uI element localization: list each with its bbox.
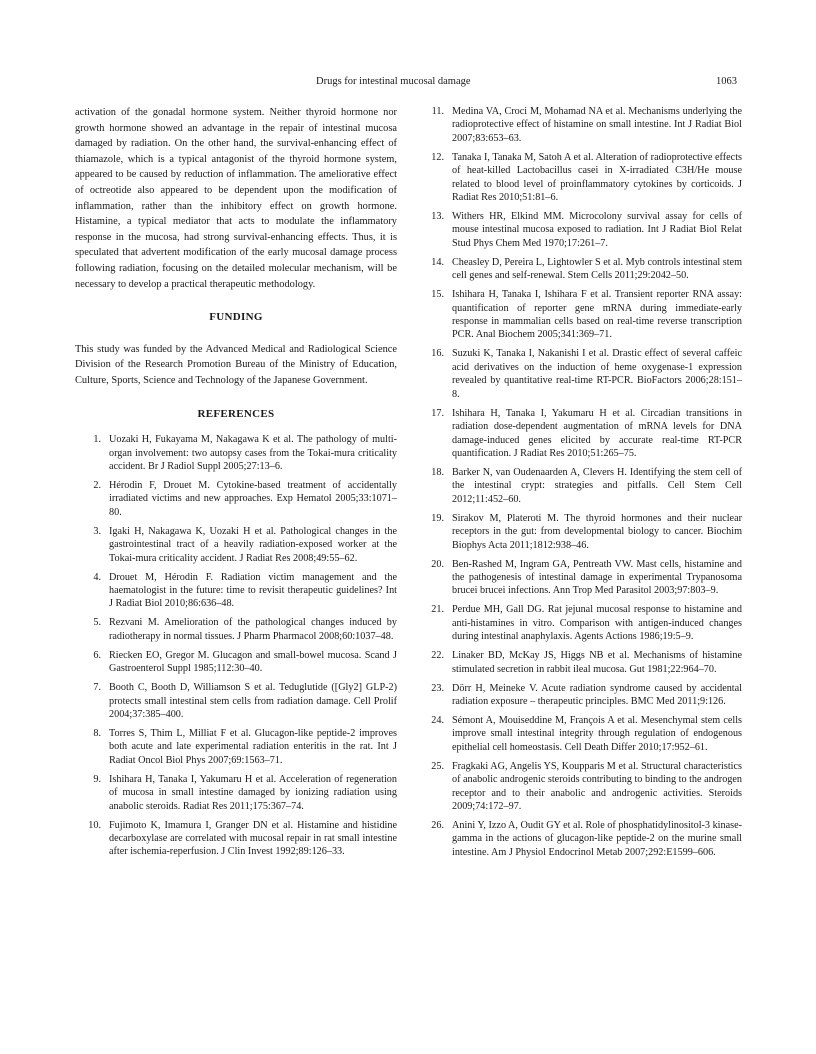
reference-text: Anini Y, Izzo A, Oudit GY et al. Role of phosphatidylinositol-3 kinase-gamma in the actions of glucagon-like peptide-2 on the murine small intestine. Am J Physiol Endocrinol Metab 2007;292:E1599–606.	[452, 820, 742, 858]
reference-item	[75, 433, 397, 473]
funding-text: This study was funded by the Advanced Medical and Radiological Science Division of the Research Promotion Bureau of the Ministry of Education, Culture, Sports, Science and Technology of the Japanese Government.	[75, 343, 397, 386]
reference-text: Rezvani M. Amelioration of the pathological changes induced by radiotherapy in normal tissues. J Pharm Pharmacol 2008;60:1037–48.	[109, 617, 397, 642]
reference-number: 9.	[93, 773, 101, 785]
reference-number: 16.	[431, 348, 444, 360]
reference-number: 15.	[431, 289, 444, 301]
reference-item	[75, 773, 397, 813]
reference-item	[418, 105, 742, 145]
reference-number: 22.	[431, 650, 444, 662]
reference-number: 26.	[431, 820, 444, 831]
reference-text: Tanaka I, Tanaka M, Satoh A et al. Alteration of radioprotective effects of heat-killed Lactobacillus casei in X-irradiated C3H/He mouse related to blood level of proinflammatory cytokines by corticoids. J Radiat Res 2010;51:81–6.	[452, 151, 742, 204]
reference-text: Ishihara H, Tanaka I, Yakumaru H et al. Circadian transitions in radiation dose-dependent augmentation of mRNA levels for DNA damage-induced genes elicited by accurate real-time RT-PCR quantification. J Radiat Res 2010;51:265–75.	[452, 407, 742, 459]
funding-heading: FUNDING	[209, 311, 263, 324]
reference-text: Uozaki H, Fukayama M, Nakagawa K et al. The pathology of multi-organ involvement: two autopsy cases from the Tokai-mura criticality accident. Br J Radiol Suppl 2005;27:13–6.	[109, 434, 397, 472]
reference-list-left	[75, 433, 397, 859]
reference-item	[418, 407, 742, 461]
reference-number: 21.	[431, 604, 444, 616]
reference-number: 13.	[431, 211, 444, 223]
reference-text: Drouet M, Hérodin F. Radiation victim management and the haematologist in the future: time to revisit therapeutic guidelines? Int J Radiat Biol 2010;86:636–48.	[109, 571, 397, 610]
reference-text: Ishihara H, Tanaka I, Ishihara F et al. Transient reporter RNA assay: quantification of reporter gene mRNA during immediate-early response in mammalian cells based on real-time reverse transcription PCR. Anal Biochem 2005;341:369–71.	[452, 289, 742, 341]
reference-number: 3.	[93, 525, 101, 537]
reference-text: Sirakov M, Plateroti M. The thyroid hormones and their nuclear receptors in the gut: from developmental biology to cancer. Biochim Biophys Acta 2011;1812:938–46.	[452, 512, 742, 551]
reference-number: 10.	[88, 819, 101, 831]
reference-list-right	[418, 105, 742, 859]
running-title: Drugs for intestinal mucosal damage	[316, 76, 471, 87]
references-heading: REFERENCES	[197, 407, 275, 420]
reference-item	[75, 819, 397, 859]
reference-item	[418, 347, 742, 401]
reference-text: Hérodin F, Drouet M. Cytokine-based treatment of accidentally irradiated victims and new approaches. Exp Hematol 2005;33:1071–80.	[109, 479, 397, 518]
reference-item	[418, 558, 742, 598]
reference-item	[418, 288, 742, 342]
reference-number: 11.	[431, 106, 444, 117]
reference-text: Barker N, van Oudenaarden A, Clevers H. Identifying the stem cell of the intestinal crypt: strategies and pitfalls. Cell Stem Cell 2012;11:452–60.	[452, 466, 742, 505]
reference-item	[75, 681, 397, 721]
reference-item	[418, 210, 742, 250]
reference-item	[418, 760, 742, 814]
reference-item	[418, 714, 742, 754]
reference-item	[75, 479, 397, 519]
reference-text: Medina VA, Croci M, Mohamad NA et al. Mechanisms underlying the radioprotective effect of histamine on small intestine. Int J Radiat Biol 2007;83:653–63.	[452, 106, 742, 144]
reference-text: Igaki H, Nakagawa K, Uozaki H et al. Pathological changes in the gastrointestinal tract of a heavily radiation-exposed worker at the Tokai-mura criticality accident. J Radiat Res 2008;49:55–62.	[109, 525, 397, 564]
reference-text: Ben-Rashed M, Ingram GA, Pentreath VW. Mast cells, histamine and the pathogenesis of intestinal damage in experimental Trypanosoma brucei brucei infections. Ann Trop Med Parasitol 2003;97:803–9.	[452, 558, 742, 597]
reference-number: 2.	[93, 479, 101, 491]
reference-text: Booth C, Booth D, Williamson S et al. Teduglutide ([Gly2] GLP-2) protects small intestinal stem cells from radiation damage. Cell Prolif 2004;37:385–400.	[109, 682, 397, 720]
reference-number: 19.	[431, 512, 444, 524]
reference-item	[75, 727, 397, 767]
reference-item	[75, 525, 397, 565]
reference-item	[418, 151, 742, 205]
reference-text: Fujimoto K, Imamura I, Granger DN et al. Histamine and histidine decarboxylase are correlated with mucosal repair in rat small intestine after ischemia-reperfusion. J Clin Invest 1992;89:126–33.	[109, 819, 397, 858]
reference-number: 23.	[431, 682, 444, 694]
reference-item	[418, 819, 742, 859]
reference-number: 20.	[431, 558, 444, 570]
reference-number: 18.	[431, 466, 444, 478]
reference-text: Linaker BD, McKay JS, Higgs NB et al. Mechanisms of histamine stimulated secretion in rabbit ileal mucosa. Gut 1981;22:964–70.	[452, 650, 742, 675]
reference-item	[418, 512, 742, 552]
reference-number: 5.	[93, 617, 101, 629]
reference-number: 7.	[93, 682, 101, 694]
reference-item	[75, 616, 397, 643]
reference-number: 6.	[93, 649, 101, 661]
reference-number: 14.	[431, 256, 444, 268]
reference-text: Torres S, Thim L, Milliat F et al. Glucagon-like peptide-2 improves both acute and late experimental radiation enteritis in the rat. Int J Radiat Oncol Biol Phys 2007;69:1563–71.	[109, 727, 397, 766]
reference-item	[418, 256, 742, 283]
reference-text: Withers HR, Elkind MM. Microcolony survival assay for cells of mouse intestinal mucosa exposed to radiation. Int J Radiat Biol Relat Stud Phys Chem Med 1970;17:261–7.	[452, 211, 742, 249]
reference-item	[75, 649, 397, 676]
body-paragraph: activation of the gonadal hormone system. Neither thyroid hormone nor growth hormone showed an advantage in the repair of intestinal mucosa damaged by radiation. On the other hand, the survival-enhancing effect of thiamazole, which is a typical antagonist of the thyroid hormone system, appeared to be caused by reduction of inflammation. The ameliorative effect of octreotide also appeared to be dependent upon the modification of inflammation, rather than the inhibitory effect on growth hormone. Histamine, a typical mediator that acts to modulate the inflammatory response in the mucosa, had strong survival-enhancing effects. Thus, it is speculated that advertent modification of the early mucosal damage process following radiation, focusing on the detailed molecular mechanism, will be necessary to develop a practical therapeutic methodology.	[75, 107, 397, 290]
reference-number: 4.	[93, 571, 101, 583]
reference-text: Suzuki K, Tanaka I, Nakanishi I et al. Drastic effect of several caffeic acid derivatives on the induction of heme oxygenase-1 expression revealed by quantitative real-time RT-PCR. BioFactors 2006;28:151–8.	[452, 348, 742, 400]
running-header	[0, 76, 816, 92]
reference-item	[418, 682, 742, 709]
reference-number: 8.	[93, 727, 101, 739]
reference-number: 12.	[431, 151, 444, 163]
reference-number: 25.	[431, 760, 444, 772]
reference-number: 24.	[431, 714, 444, 726]
reference-text: Sémont A, Mouiseddine M, François A et al. Mesenchymal stem cells improve small intestinal integrity through regulation of endogenous epithelial cell homeostasis. Cell Death Differ 2010;17:952–61.	[452, 714, 742, 753]
reference-text: Fragkaki AG, Angelis YS, Koupparis M et al. Structural characteristics of anabolic androgenic steroids contributing to binding to the androgen receptor and to their anabolic and androgenic activities. Steroids 2009;74:172–97.	[452, 760, 742, 812]
page-number: 1063	[716, 76, 737, 87]
reference-number: 17.	[431, 407, 444, 419]
right-column	[418, 105, 742, 865]
reference-text: Riecken EO, Gregor M. Glucagon and small-bowel mucosa. Scand J Gastroenterol Suppl 1985;112:30–40.	[109, 649, 397, 675]
reference-item	[418, 466, 742, 506]
reference-text: Ishihara H, Tanaka I, Yakumaru H et al. Acceleration of regeneration of mucosa in small intestine damaged by ionizing radiation using anabolic steroids. Radiat Res 2011;175:367–74.	[109, 773, 397, 812]
reference-item	[418, 603, 742, 643]
reference-text: Perdue MH, Gall DG. Rat jejunal mucosal response to histamine and anti-histamines in vitro. Comparison with antigen-induced changes during intestinal anaphylaxis. Agents Actions 1986;19:5–9.	[452, 604, 742, 643]
reference-item	[418, 649, 742, 676]
reference-number: 1.	[93, 434, 101, 446]
reference-text: Dörr H, Meineke V. Acute radiation syndrome caused by accidental radiation exposure – therapeutic principles. BMC Med 2011;9:126.	[452, 682, 742, 707]
reference-text: Cheasley D, Pereira L, Lightowler S et al. Myb controls intestinal stem cell genes and self-renewal. Stem Cells 2011;29:2042–50.	[452, 256, 742, 282]
left-column	[75, 105, 397, 864]
reference-item	[75, 571, 397, 611]
